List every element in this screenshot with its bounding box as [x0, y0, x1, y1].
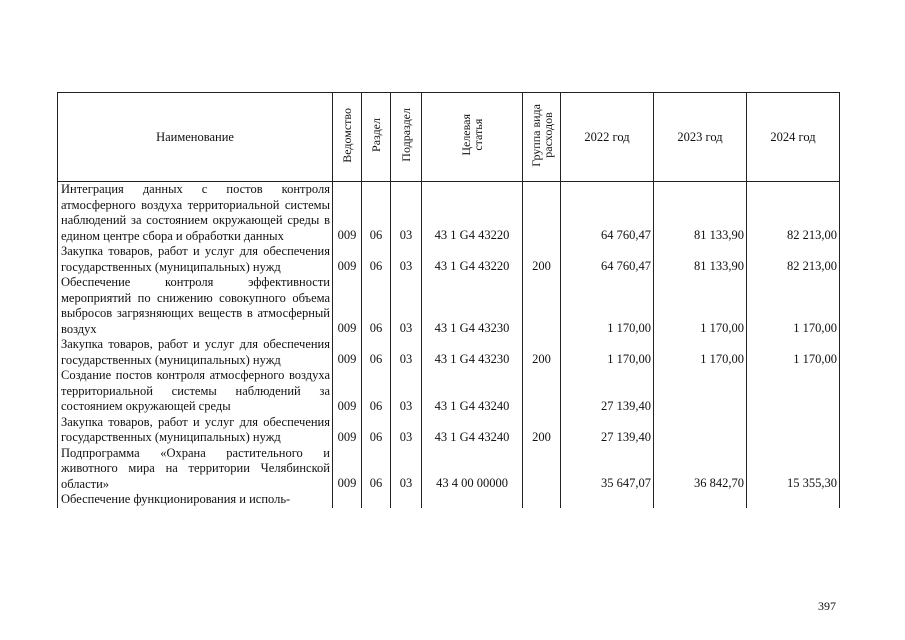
- cell-2022: 1 170,00: [561, 337, 654, 368]
- cell-dept: 009: [333, 368, 362, 415]
- header-dept-text: Ведомство: [340, 107, 354, 163]
- table-body: [58, 182, 840, 508]
- cell-section: 06: [362, 275, 391, 337]
- cell-2024: 82 213,00: [747, 182, 840, 245]
- cell-2022: [561, 492, 654, 508]
- cell-2023: 1 170,00: [654, 275, 747, 337]
- header-section-text: Раздел: [369, 118, 383, 152]
- cell-2022: 27 139,40: [561, 415, 654, 446]
- cell-dept: 009: [333, 337, 362, 368]
- cell-name: Подпрограмма «Охрана растительного и животного мира на территории Челябинской области»: [58, 446, 333, 493]
- cell-section: 06: [362, 244, 391, 275]
- cell-target: 43 1 G4 43230: [422, 337, 523, 368]
- cell-section: 06: [362, 182, 391, 245]
- cell-2023: 81 133,90: [654, 182, 747, 245]
- header-dept: [333, 93, 362, 182]
- cell-2023: [654, 492, 747, 508]
- cell-target: 43 1 G4 43240: [422, 368, 523, 415]
- cell-dept: 009: [333, 415, 362, 446]
- cell-name: Обеспечение контроля эффективности мероприятий по снижению совокупного объема выбросов загрязняющих веществ в атмосферный воздух: [58, 275, 333, 337]
- table-row: [58, 182, 840, 245]
- cell-exp-group: 200: [523, 337, 561, 368]
- header-exp-group: [523, 93, 561, 182]
- cell-exp-group: 200: [523, 244, 561, 275]
- cell-2024: [747, 415, 840, 446]
- cell-name: Закупка товаров, работ и услуг для обеспечения государственных (муниципальных) нужд: [58, 415, 333, 446]
- header-subsection: [391, 93, 422, 182]
- cell-name: Обеспечение функционирования и исполь-: [58, 492, 333, 508]
- cell-2022: 35 647,07: [561, 446, 654, 493]
- cell-2023: 81 133,90: [654, 244, 747, 275]
- cell-2023: [654, 415, 747, 446]
- cell-name: Закупка товаров, работ и услуг для обеспечения государственных (муниципальных) нужд: [58, 244, 333, 275]
- table-row: [58, 368, 840, 415]
- table-row: [58, 415, 840, 446]
- cell-2023: 1 170,00: [654, 337, 747, 368]
- header-2024: 2024 год: [747, 93, 840, 182]
- cell-target: 43 4 00 00000: [422, 446, 523, 493]
- cell-2022: 64 760,47: [561, 182, 654, 245]
- header-section: [362, 93, 391, 182]
- cell-dept: 009: [333, 244, 362, 275]
- cell-subsection: 03: [391, 415, 422, 446]
- cell-section: [362, 492, 391, 508]
- cell-2024: 1 170,00: [747, 275, 840, 337]
- cell-exp-group: [523, 275, 561, 337]
- cell-2024: 15 355,30: [747, 446, 840, 493]
- cell-target: [422, 492, 523, 508]
- header-target: [422, 93, 523, 182]
- cell-2022: 27 139,40: [561, 368, 654, 415]
- header-subsection-text: Подраздел: [399, 108, 413, 162]
- cell-2023: 36 842,70: [654, 446, 747, 493]
- cell-name: Закупка товаров, работ и услуг для обеспечения государственных (муниципальных) нужд: [58, 337, 333, 368]
- cell-target: 43 1 G4 43240: [422, 415, 523, 446]
- header-name: Наименование: [58, 93, 333, 182]
- cell-2024: 1 170,00: [747, 337, 840, 368]
- header-2023: 2023 год: [654, 93, 747, 182]
- cell-dept: [333, 492, 362, 508]
- cell-2022: 64 760,47: [561, 244, 654, 275]
- cell-subsection: 03: [391, 244, 422, 275]
- cell-exp-group: [523, 446, 561, 493]
- cell-target: 43 1 G4 43220: [422, 182, 523, 245]
- cell-subsection: 03: [391, 446, 422, 493]
- page-number: 397: [818, 599, 836, 613]
- cell-dept: 009: [333, 182, 362, 245]
- cell-section: 06: [362, 415, 391, 446]
- cell-subsection: 03: [391, 275, 422, 337]
- cell-section: 06: [362, 368, 391, 415]
- cell-exp-group: [523, 492, 561, 508]
- cell-section: 06: [362, 446, 391, 493]
- cell-subsection: 03: [391, 337, 422, 368]
- budget-table: [57, 92, 840, 508]
- cell-exp-group: 200: [523, 415, 561, 446]
- cell-2022: 1 170,00: [561, 275, 654, 337]
- table-row: [58, 244, 840, 275]
- cell-target: 43 1 G4 43230: [422, 275, 523, 337]
- header-target-text: Целевая статья: [459, 114, 485, 156]
- cell-name: Интеграция данных с постов контроля атмосферного воздуха территориальной системы наблюдений за состоянием окружающей среды в едином центре сбора и обработки данных: [58, 182, 333, 245]
- table-row: [58, 446, 840, 493]
- table-row: [58, 337, 840, 368]
- table-row: [58, 275, 840, 337]
- cell-2024: [747, 368, 840, 415]
- cell-dept: 009: [333, 446, 362, 493]
- cell-name: Создание постов контроля атмосферного воздуха территориальной системы наблюдений за состоянием окружающей среды: [58, 368, 333, 415]
- header-2022: 2022 год: [561, 93, 654, 182]
- cell-2023: [654, 368, 747, 415]
- cell-exp-group: [523, 368, 561, 415]
- cell-2024: [747, 492, 840, 508]
- cell-target: 43 1 G4 43220: [422, 244, 523, 275]
- table-row: [58, 492, 840, 508]
- cell-section: 06: [362, 337, 391, 368]
- cell-subsection: 03: [391, 182, 422, 245]
- cell-subsection: 03: [391, 368, 422, 415]
- cell-2024: 82 213,00: [747, 244, 840, 275]
- cell-dept: 009: [333, 275, 362, 337]
- header-exp-group-text: Группа вида расходов: [528, 103, 555, 167]
- cell-subsection: [391, 492, 422, 508]
- header-row: [58, 93, 840, 182]
- cell-exp-group: [523, 182, 561, 245]
